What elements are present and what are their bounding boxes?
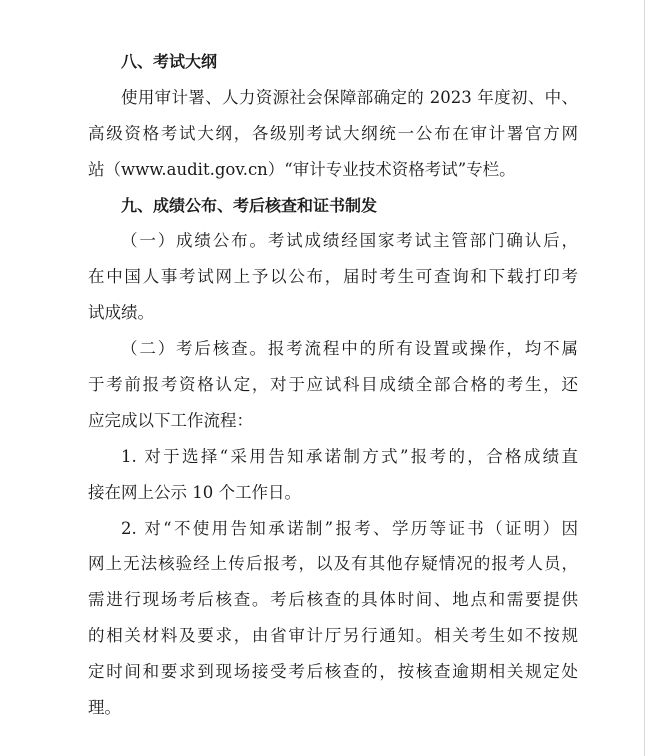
paragraph-line: 试成绩。 <box>88 303 154 323</box>
document-body <box>88 44 578 726</box>
list-item-line: 需进行现场考后核查。考后核查的具体时间、地点和需要提供 <box>88 590 578 610</box>
list-item-line: 2. 对“不使用告知承诺制”报考、学历等证书（证明）因 <box>121 518 578 538</box>
paragraph-line: 在中国人事考试网上予以公布，届时考生可查询和下载打印考 <box>88 267 578 287</box>
list-item-line: 1. 对于选择“采用告知承诺制方式”报考的，合格成绩直 <box>121 446 578 466</box>
paragraph-line: 使用审计署、人力资源社会保障部确定的 2023 年度初、中、 <box>121 87 578 107</box>
list-item-line: 定时间和要求到现场接受考后核查的，按核查逾期相关规定处 <box>88 662 578 682</box>
paragraph-line: 高级资格考试大纲，各级别考试大纲统一公布在审计署官方网 <box>88 123 578 143</box>
paragraph-line: （二）考后核查。报考流程中的所有设置或操作，均不属 <box>121 339 578 359</box>
paragraph-line: 于考前报考资格认定，对于应试科目成绩全部合格的考生，还 <box>88 375 578 395</box>
list-item-line: 理。 <box>88 698 121 718</box>
section-8-heading: 八、考试大纲 <box>121 52 218 71</box>
paragraph-line: 站（www.audit.gov.cn）“审计专业技术资格考试”专栏。 <box>88 159 516 179</box>
paragraph-line: 应完成以下工作流程： <box>88 410 253 430</box>
section-9-heading: 九、成绩公布、考后核查和证书制发 <box>121 195 378 215</box>
paragraph-line: （一）成绩公布。考试成绩经国家考试主管部门确认后， <box>121 231 578 251</box>
page-edge-divider <box>644 0 645 756</box>
list-item-line: 的相关材料及要求，由省审计厅另行通知。相关考生如不按规 <box>88 626 578 646</box>
list-item-line: 接在网上公示 10 个工作日。 <box>88 482 301 502</box>
list-item-line: 网上无法核验经上传后报考，以及有其他存疑情况的报考人员， <box>88 554 578 574</box>
